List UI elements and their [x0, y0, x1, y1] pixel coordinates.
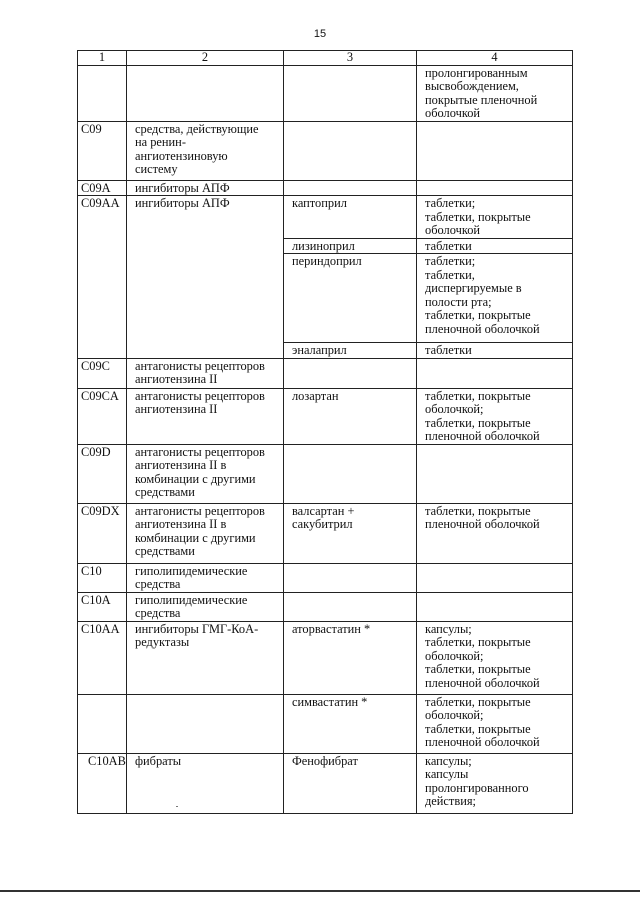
table-row: [78, 196, 573, 239]
dosage-forms-cell-line: пролонгированным: [425, 65, 528, 80]
dosage-forms-cell: [417, 388, 573, 444]
header-cell-group: 2: [127, 51, 284, 66]
dosage-forms-cell-line: капсулы;: [425, 753, 472, 768]
atc-code-cell: C09AA: [78, 196, 127, 359]
drug-classification-table: [77, 50, 573, 814]
dosage-forms-cell: [417, 180, 573, 196]
atc-code-cell: [78, 694, 127, 753]
group-name-cell-line: средства: [135, 606, 181, 620]
dosage-forms-cell-line: таблетки: [425, 343, 472, 357]
dosage-forms-cell-line: таблетки,: [425, 267, 475, 282]
group-name-cell-line: ангиотензиновую: [135, 148, 228, 163]
scan-speck: [176, 806, 178, 807]
drug-name-cell: [284, 238, 417, 254]
atc-code-cell: C09C: [78, 358, 127, 388]
group-name-cell: [127, 180, 284, 196]
dosage-forms-cell-line: таблетки, покрытые: [425, 388, 531, 403]
group-name-cell-line: антагонисты рецепторов: [135, 503, 265, 518]
drug-name-cell: [284, 196, 417, 239]
group-name-cell-line: ингибиторы АПФ: [135, 180, 230, 195]
dosage-forms-cell: [417, 503, 573, 563]
drug-name-cell-line: эналаприл: [292, 343, 347, 357]
dosage-forms-cell-line: оболочкой;: [425, 648, 484, 663]
dosage-forms-cell-line: высвобождением,: [425, 79, 519, 93]
table-row: [78, 753, 573, 813]
dosage-forms-cell: [417, 358, 573, 388]
dosage-forms-cell-line: таблетки, покрытые: [425, 635, 531, 649]
drug-name-cell: [284, 563, 417, 592]
table-row: [78, 694, 573, 753]
bottom-rule: [0, 890, 640, 892]
dosage-forms-cell: [417, 563, 573, 592]
group-name-cell: [127, 694, 284, 753]
group-name-cell-line: антагонисты рецепторов: [135, 444, 265, 459]
dosage-forms-cell-line: оболочкой: [425, 223, 481, 237]
drug-name-cell: [284, 621, 417, 694]
group-name-cell-line: ингибиторы ГМГ-КоА-: [135, 621, 259, 636]
dosage-forms-cell-line: диспергируемые в: [425, 281, 522, 295]
drug-name-cell: [284, 753, 417, 813]
atc-code-cell: C10AB: [78, 753, 127, 813]
drug-table-container: [77, 50, 573, 814]
table-row: [78, 444, 573, 503]
drug-name-cell: [284, 343, 417, 359]
drug-name-cell: [284, 388, 417, 444]
dosage-forms-cell-line: оболочкой: [425, 106, 481, 120]
dosage-forms-cell: [417, 621, 573, 694]
atc-code-cell: C10: [78, 563, 127, 592]
table-body: [78, 51, 573, 814]
drug-name-cell-line: аторвастатин *: [292, 621, 371, 636]
group-name-cell-line: гиполипидемические: [135, 592, 248, 607]
dosage-forms-cell-line: таблетки, покрытые: [425, 662, 531, 676]
dosage-forms-cell-line: таблетки, покрытые: [425, 308, 531, 322]
drug-name-cell: [284, 358, 417, 388]
header-row: [78, 51, 573, 66]
group-name-cell-line: комбинации с другими: [135, 471, 256, 486]
group-name-cell: [127, 121, 284, 180]
group-name-cell-line: средствами: [135, 485, 195, 499]
group-name-cell-line: ангиотензина II в: [135, 458, 227, 472]
group-name-cell: [127, 592, 284, 621]
group-name-cell: [127, 444, 284, 503]
dosage-forms-cell: [417, 592, 573, 621]
table-row: [78, 592, 573, 621]
atc-code-cell: C09: [78, 121, 127, 180]
dosage-forms-cell-line: пленочной оболочкой: [425, 517, 540, 531]
table-row: [78, 388, 573, 444]
table-row: [78, 180, 573, 196]
drug-name-cell: [284, 444, 417, 503]
dosage-forms-cell-line: пленочной оболочкой: [425, 429, 540, 443]
dosage-forms-cell-line: таблетки, покрытые: [425, 503, 531, 518]
atc-code-cell: C09CA: [78, 388, 127, 444]
drug-name-cell: [284, 503, 417, 563]
table-row: [78, 503, 573, 563]
dosage-forms-cell-line: таблетки;: [425, 254, 476, 268]
group-name-cell: [127, 503, 284, 563]
drug-name-cell-line: лизиноприл: [292, 238, 355, 253]
drug-name-cell-line: сакубитрил: [292, 517, 353, 531]
page-number: 15: [313, 28, 327, 40]
group-name-cell-line: фибраты: [135, 753, 182, 768]
atc-code-cell: C09A: [78, 180, 127, 196]
header-cell-atc-code: 1: [78, 51, 127, 66]
group-name-cell-line: редуктазы: [135, 635, 190, 649]
dosage-forms-cell: [417, 121, 573, 180]
dosage-forms-cell-line: таблетки, покрытые: [425, 209, 531, 224]
group-name-cell: [127, 65, 284, 121]
dosage-forms-cell-line: таблетки, покрытые: [425, 415, 531, 430]
group-name-cell-line: антагонисты рецепторов: [135, 388, 265, 403]
group-name-cell-line: на ренин-: [135, 135, 186, 149]
table-row: [78, 621, 573, 694]
drug-name-cell: [284, 65, 417, 121]
atc-code-cell: C09D: [78, 444, 127, 503]
drug-name-cell-line: лозартан: [292, 388, 339, 403]
group-name-cell: [127, 196, 284, 359]
table-row: [78, 358, 573, 388]
group-name-cell-line: ангиотензина II: [135, 402, 218, 416]
dosage-forms-cell-line: пленочной оболочкой: [425, 321, 540, 336]
dosage-forms-cell-line: действия;: [425, 794, 476, 808]
group-name-cell-line: средства: [135, 577, 181, 591]
dosage-forms-cell: [417, 444, 573, 503]
dosage-forms-cell-line: покрытые пленочной: [425, 92, 538, 107]
drug-name-cell-line: валсартан +: [292, 503, 355, 518]
dosage-forms-cell: [417, 65, 573, 121]
group-name-cell-line: антагонисты рецепторов: [135, 358, 265, 373]
table-row: [78, 563, 573, 592]
dosage-forms-cell-line: полости рта;: [425, 294, 492, 309]
group-name-cell: [127, 388, 284, 444]
group-name-cell-line: ангиотензина II в: [135, 517, 227, 531]
atc-code-cell: C10AA: [78, 621, 127, 694]
drug-name-cell: [284, 592, 417, 621]
header-cell-forms: 4: [417, 51, 573, 66]
table-row: [78, 121, 573, 180]
drug-name-cell-line: периндоприл: [292, 254, 362, 268]
dosage-forms-cell-line: таблетки, покрытые: [425, 694, 531, 709]
group-name-cell-line: ингибиторы АПФ: [135, 196, 230, 210]
dosage-forms-cell-line: таблетки;: [425, 196, 476, 210]
header-cell-drug: 3: [284, 51, 417, 66]
dosage-forms-cell: [417, 254, 573, 343]
atc-code-cell: C09DX: [78, 503, 127, 563]
drug-name-cell-line: симвастатин *: [292, 694, 368, 709]
drug-name-cell-line: каптоприл: [292, 196, 347, 210]
dosage-forms-cell: [417, 343, 573, 359]
group-name-cell: [127, 358, 284, 388]
group-name-cell-line: гиполипидемические: [135, 563, 248, 578]
dosage-forms-cell: [417, 753, 573, 813]
dosage-forms-cell-line: таблетки: [425, 238, 472, 253]
drug-name-cell: [284, 180, 417, 196]
dosage-forms-cell-line: капсулы: [425, 767, 469, 781]
dosage-forms-cell-line: капсулы;: [425, 621, 472, 636]
group-name-cell-line: средствами: [135, 544, 195, 558]
dosage-forms-cell: [417, 694, 573, 753]
group-name-cell: [127, 621, 284, 694]
group-name-cell-line: средства, действующие: [135, 121, 259, 136]
dosage-forms-cell-line: таблетки, покрытые: [425, 721, 531, 736]
atc-code-cell: [78, 65, 127, 121]
dosage-forms-cell: [417, 196, 573, 239]
drug-name-cell: [284, 121, 417, 180]
group-name-cell: [127, 753, 284, 813]
atc-code-cell: C10A: [78, 592, 127, 621]
dosage-forms-cell-line: пленочной оболочкой: [425, 735, 540, 749]
drug-name-cell: [284, 694, 417, 753]
dosage-forms-cell-line: пленочной оболочкой: [425, 675, 540, 690]
dosage-forms-cell-line: оболочкой;: [425, 708, 484, 722]
group-name-cell-line: систему: [135, 162, 178, 176]
table-row: [78, 65, 573, 121]
group-name-cell-line: комбинации с другими: [135, 530, 256, 545]
dosage-forms-cell: [417, 238, 573, 254]
drug-name-cell-line: Фенофибрат: [292, 753, 358, 768]
group-name-cell-line: ангиотензина II: [135, 372, 218, 386]
drug-name-cell: [284, 254, 417, 343]
dosage-forms-cell-line: пролонгированного: [425, 780, 529, 795]
dosage-forms-cell-line: оболочкой;: [425, 402, 484, 416]
group-name-cell: [127, 563, 284, 592]
